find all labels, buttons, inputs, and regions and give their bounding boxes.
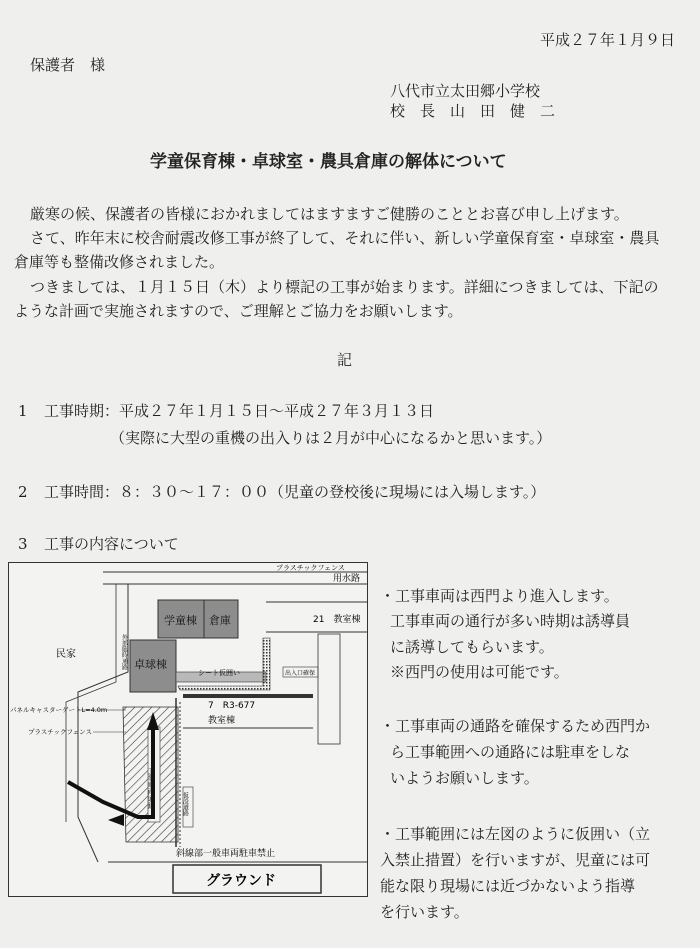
body-line: 厳寒の候、保護者の皆様におかれましてはますますご健勝のこととお喜び申し上げます。 (30, 205, 629, 223)
item-text: 工事時間：８：３０～１７：００（児童の登校後に現場には入場します。） (44, 483, 546, 501)
soko-label: 倉庫 (209, 614, 231, 627)
body-line: 倉庫等も整備改修されました。 (14, 253, 225, 271)
body-line: つきましては、１月１５日（木）より標記の工事が始まります。詳細につきましては、下記の (30, 278, 659, 296)
item-number: 1 (18, 402, 28, 420)
channel-label: 用水路 (333, 574, 361, 584)
side-label: 外部臨時通路 (120, 634, 128, 670)
plastic-fence-top-label: プラスチックフェンス (276, 564, 345, 572)
item-number: 2 (18, 483, 28, 501)
classroom7-label: 教室棟 (208, 716, 236, 726)
note-line: 工事車両の通行が多い時期は誘導員 (390, 612, 631, 630)
note-line: に誘導してもらいます。 (390, 638, 554, 656)
ground-label: グラウンド (206, 873, 276, 889)
route-label: 工事車両通路 (147, 767, 155, 809)
principal-name: 校 長 山 田 健 二 (390, 102, 556, 120)
note-line: を行います。 (380, 903, 469, 921)
note-line: 能な限り現場には近づかないよう指導 (380, 877, 636, 895)
box-label1: 出入口確保 (285, 670, 316, 677)
plastic-fence-label: プラスチックフェンス (28, 728, 92, 736)
note-line: ・工事車両は西門より進入します。 (380, 587, 619, 605)
school-name: 八代市立太田郷小学校 (390, 82, 541, 100)
sheet-label: シート仮囲い (198, 669, 240, 677)
classroom7-number: 7 R3-677 (208, 701, 256, 711)
note-line: ※西門の使用は可能です。 (390, 663, 569, 681)
date: 平成２７年１月９日 (540, 31, 676, 49)
note-line: 入禁止措置）を行いますが、児童には可 (380, 851, 651, 869)
note-line: ・工事車両の通路を確保するため西門か (380, 717, 651, 735)
ki-heading: 記 (337, 351, 353, 369)
minka-label: 民家 (56, 649, 76, 660)
note-line: ・工事範囲には左図のように仮囲い（立 (380, 825, 651, 843)
panel-gate-label: パネルキャスターゲートL=4.0m (10, 706, 108, 714)
note-line: ら工事範囲への通路には駐車をしな (390, 743, 631, 761)
document-title: 学童保育棟・卓球室・農具倉庫の解体について (150, 152, 507, 172)
item-subtext: （実際に大型の重機の出入りは２月が中心になるかと思います。） (110, 429, 552, 447)
note-line: いようお願いします。 (390, 769, 539, 787)
body-line: ような計画で実施されますので、ご理解とご協力をお願いします。 (14, 302, 463, 320)
shaded-note: 斜線部一般車両駐車禁止 (176, 849, 276, 859)
item-text: 工事時期：平成２７年１月１５日～平成２７年３月１３日 (44, 402, 435, 420)
site-map (8, 562, 368, 897)
item-text: 工事の内容について (44, 535, 179, 553)
box-label2: 仮設道路 (181, 792, 189, 816)
addressee: 保護者 様 (30, 56, 106, 74)
item-number: 3 (18, 535, 28, 553)
takkyu-label: 卓球棟 (134, 658, 167, 671)
body-line: さて、昨年末に校舎耐震改修工事が終了して、それに伴い、新しい学童保育室・卓球室・農具 (30, 229, 660, 247)
gakudo-label: 学童棟 (164, 614, 197, 627)
classroom21-label: 21 教室棟 (313, 615, 361, 625)
